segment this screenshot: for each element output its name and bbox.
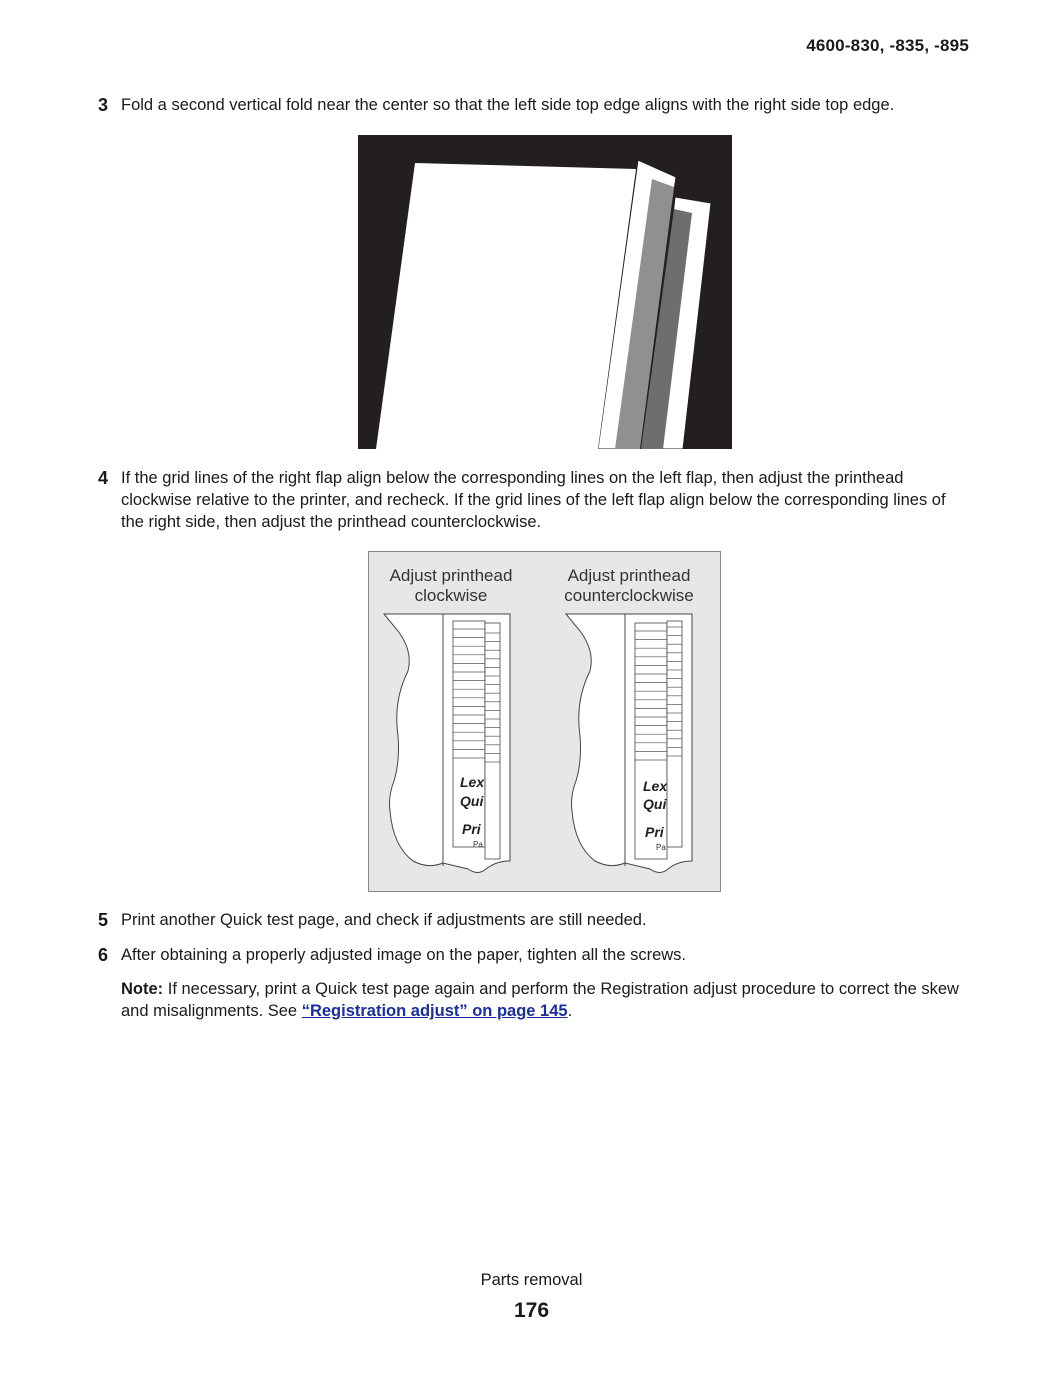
clockwise-label-line1: Adjust printhead bbox=[389, 566, 513, 585]
step-6 bbox=[98, 944, 969, 966]
step-text: Print another Quick test page, and check if adjustments are still needed. bbox=[121, 911, 647, 929]
sheet-text-qui: Qui bbox=[460, 793, 484, 809]
note-label: Note: bbox=[121, 980, 164, 998]
step-3 bbox=[98, 94, 969, 116]
page-number: 176 bbox=[513, 1299, 550, 1322]
step-4 bbox=[98, 467, 969, 533]
printhead-adjust-figure bbox=[368, 551, 721, 892]
counterclockwise-label-line1: Adjust printhead bbox=[567, 566, 691, 585]
note-text: If necessary, print a Quick test page again and perform the Registration adjust procedure to correct the skew and misalignments. See bbox=[121, 980, 959, 1020]
step-number: 5 bbox=[98, 910, 109, 930]
step-text: Fold a second vertical fold near the center so that the left side top edge aligns with the right side top edge. bbox=[121, 96, 895, 114]
clockwise-label-line2: clockwise bbox=[414, 586, 488, 605]
sheet-text-pri: Pri bbox=[462, 821, 481, 837]
footer-section-title: Parts removal bbox=[480, 1271, 583, 1289]
step-text: If the grid lines of the right flap align below the corresponding lines on the left flap, then adjust the printhead clockwise relative to the printer, and recheck. If the grid lines of the left flap align below the corresponding lines of the right side, then adjust the printhead counterclockwise. bbox=[121, 469, 946, 531]
step-number: 3 bbox=[98, 95, 109, 115]
sheet-text-lex: Lex bbox=[643, 778, 668, 794]
sheet-text-lex: Lex bbox=[460, 774, 485, 790]
counterclockwise-label-line2: counterclockwise bbox=[564, 586, 694, 605]
sheet-text-pa: Pa bbox=[656, 843, 666, 852]
step-number: 6 bbox=[98, 945, 109, 965]
document-model-header: 4600-830, -835, -895 bbox=[806, 36, 969, 55]
note-paragraph bbox=[121, 978, 969, 1022]
sheet-text-qui: Qui bbox=[643, 796, 667, 812]
sheet-text-pa: Pa bbox=[473, 840, 483, 849]
step-number: 4 bbox=[98, 468, 109, 488]
step-text: After obtaining a properly adjusted image on the paper, tighten all the screws. bbox=[121, 946, 687, 964]
folded-paper-figure bbox=[358, 135, 732, 449]
registration-adjust-link[interactable]: “Registration adjust” on page 145 bbox=[301, 1002, 568, 1020]
note-end: . bbox=[567, 1002, 573, 1020]
step-5 bbox=[98, 909, 969, 931]
sheet-text-pri: Pri bbox=[645, 824, 664, 840]
